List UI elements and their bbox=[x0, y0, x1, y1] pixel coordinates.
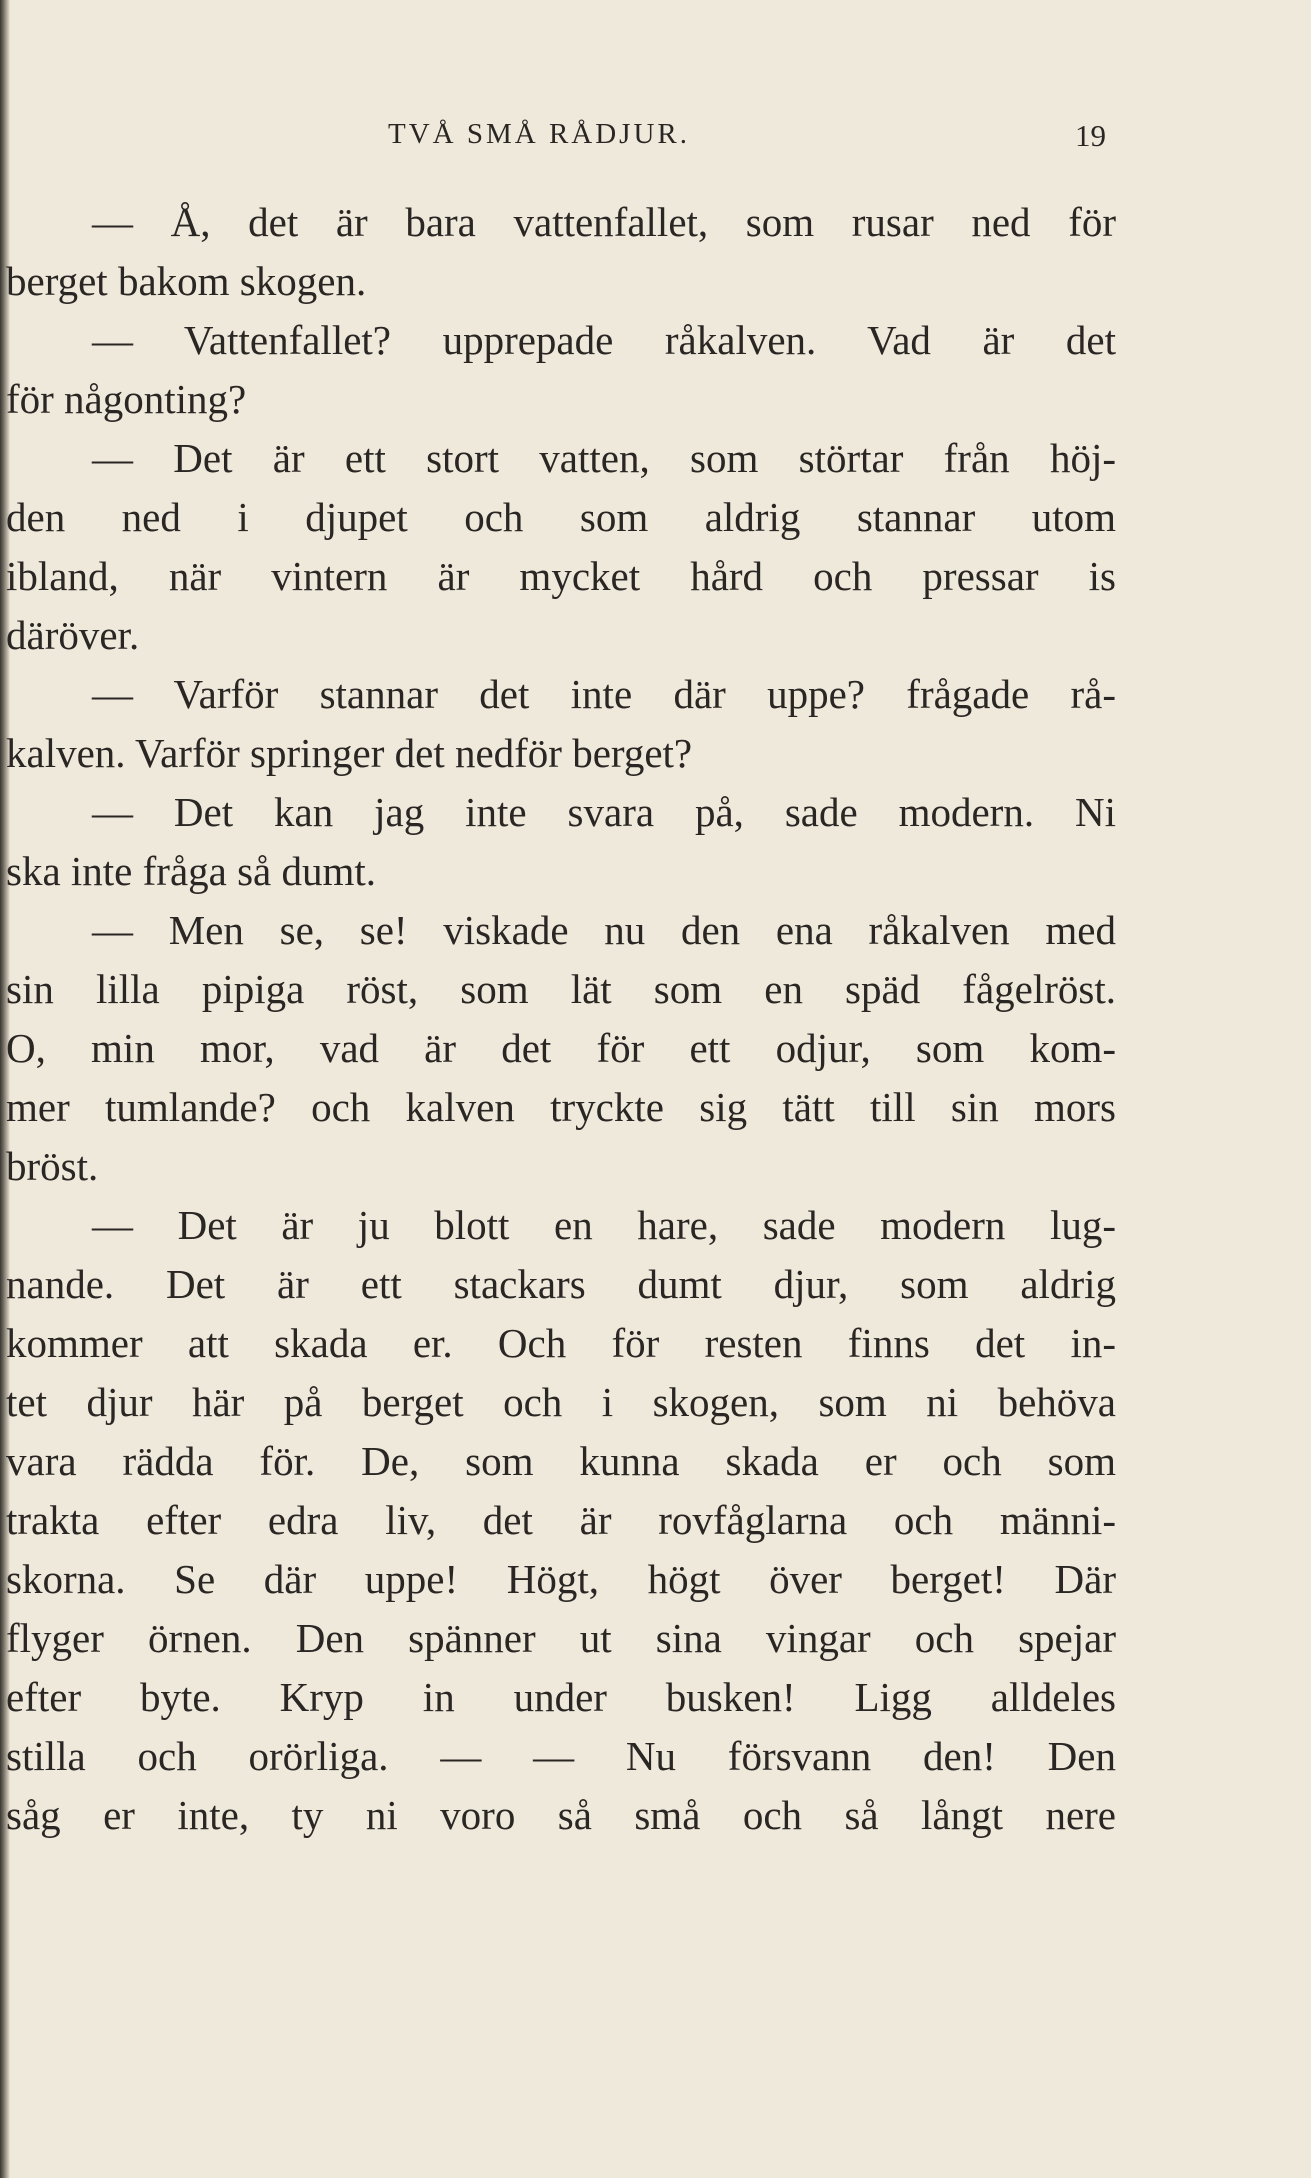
page-header bbox=[0, 118, 1311, 168]
text-line: — Men se, se! viskade nu den ena råkalven med bbox=[92, 907, 1116, 953]
text-line: sin lilla pipiga röst, som lät som en späd fågelröst. bbox=[6, 966, 1116, 1012]
text-line: flyger örnen. Den spänner ut sina vingar och spejar bbox=[6, 1615, 1116, 1661]
text-line: nande. Det är ett stackars dumt djur, som aldrig bbox=[6, 1261, 1116, 1307]
text-line: — Det kan jag inte svara på, sade modern. Ni bbox=[92, 789, 1116, 835]
text-line: ibland, när vintern är mycket hård och pressar is bbox=[6, 553, 1116, 599]
text-line: stilla och orörliga. — — Nu försvann den! Den bbox=[6, 1733, 1116, 1779]
text-line: — Det är ju blott en hare, sade modern lug- bbox=[92, 1202, 1116, 1248]
text-line: trakta efter edra liv, det är rovfåglarna och männi- bbox=[6, 1497, 1116, 1543]
text-line: kalven. Varför springer det nedför berget? bbox=[6, 730, 693, 776]
text-line: ska inte fråga så dumt. bbox=[6, 848, 377, 894]
text-line: däröver. bbox=[6, 612, 140, 658]
text-line: skorna. Se där uppe! Högt, högt över berget! Där bbox=[6, 1556, 1116, 1602]
text-line: kommer att skada er. Och för resten finns det in- bbox=[6, 1320, 1116, 1366]
text-line: — Å, det är bara vattenfallet, som rusar ned för bbox=[92, 199, 1116, 245]
text-line: för någonting? bbox=[6, 376, 247, 422]
text-line: berget bakom skogen. bbox=[6, 258, 367, 304]
text-line: — Varför stannar det inte där uppe? frågade rå- bbox=[92, 671, 1116, 717]
text-line: efter byte. Kryp in under busken! Ligg alldeles bbox=[6, 1674, 1116, 1720]
text-line: mer tumlande? och kalven tryckte sig tätt till sin mors bbox=[6, 1084, 1116, 1130]
text-line: O, min mor, vad är det för ett odjur, som kom- bbox=[6, 1025, 1116, 1071]
text-line: — Vattenfallet? upprepade råkalven. Vad är det bbox=[92, 317, 1116, 363]
running-title: TVÅ SMÅ RÅDJUR. bbox=[388, 118, 691, 150]
text-line: vara rädda för. De, som kunna skada er och som bbox=[6, 1438, 1116, 1484]
text-line: bröst. bbox=[6, 1143, 99, 1189]
text-line: såg er inte, ty ni voro så små och så långt nere bbox=[6, 1792, 1116, 1838]
text-line: den ned i djupet och som aldrig stannar utom bbox=[6, 494, 1116, 540]
page-number: 19 bbox=[1075, 118, 1106, 153]
text-line: — Det är ett stort vatten, som störtar från höj- bbox=[92, 435, 1116, 481]
text-line: tet djur här på berget och i skogen, som ni behöva bbox=[6, 1379, 1116, 1425]
